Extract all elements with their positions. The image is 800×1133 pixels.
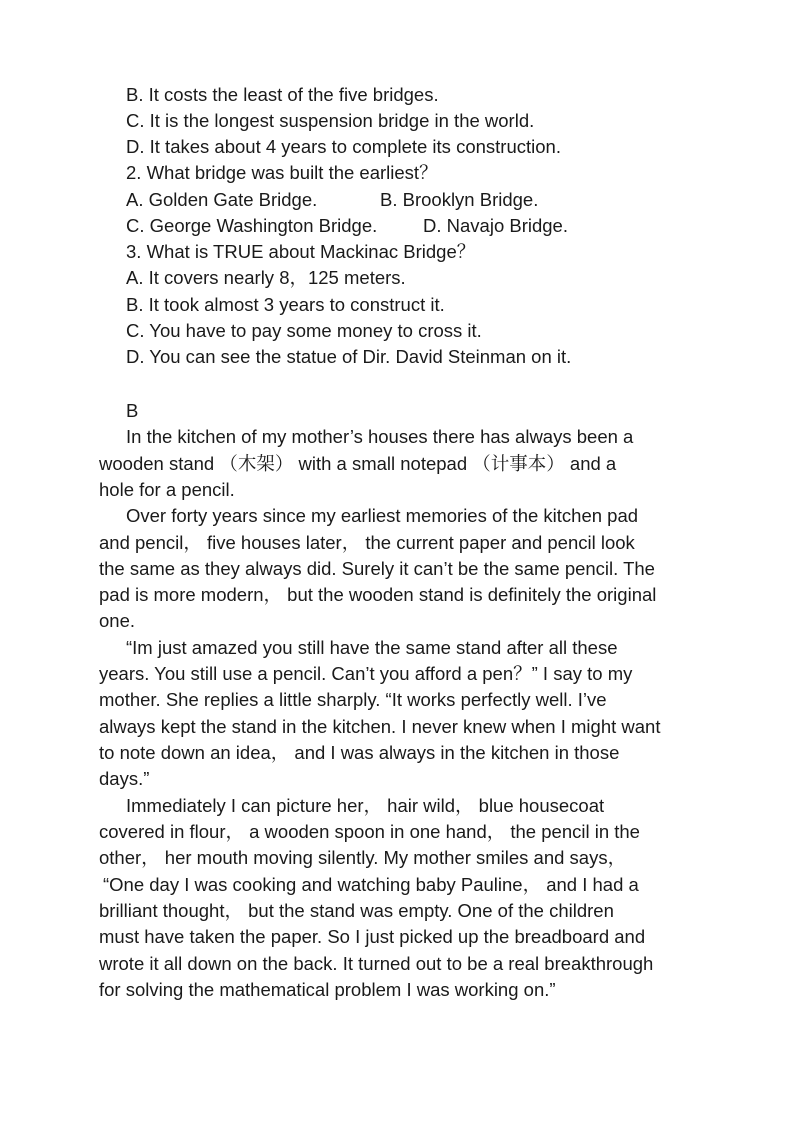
passage-line: pad is more modern， but the wooden stand is definitely the original bbox=[99, 584, 657, 605]
q1-option-b: B. It costs the least of the five bridges. bbox=[126, 84, 439, 105]
passage-line: “Im just amazed you still have the same stand after all these bbox=[126, 637, 618, 658]
passage-line: Over forty years since my earliest memories of the kitchen pad bbox=[126, 505, 639, 526]
passage-line: the same as they always did. Surely it can’t be the same pencil. The bbox=[99, 558, 655, 579]
passage-line: must have taken the paper. So I just picked up the breadboard and bbox=[99, 926, 646, 947]
passage-line: mother. She replies a little sharply. “It works perfectly well. I’ve bbox=[99, 689, 607, 710]
passage-line: for solving the mathematical problem I was working on.” bbox=[99, 979, 556, 1000]
q3-option-b: B. It took almost 3 years to construct it. bbox=[126, 294, 445, 315]
q2-stem: 2. What bridge was built the earliest？ bbox=[126, 162, 438, 183]
section-label: B bbox=[126, 400, 139, 421]
passage-line: Immediately I can picture her， hair wild， blue housecoat bbox=[126, 795, 605, 816]
passage-line: days.” bbox=[99, 768, 150, 789]
passage-line: other， her mouth moving silently. My mother smiles and says， bbox=[99, 847, 627, 868]
q2-option-d: D. Navajo Bridge. bbox=[423, 215, 568, 236]
passage-line: hole for a pencil. bbox=[99, 479, 235, 500]
passage-line: always kept the stand in the kitchen. I never knew when I might want bbox=[99, 716, 661, 737]
passage-line: “One day I was cooking and watching baby Pauline， and I had a bbox=[103, 874, 639, 895]
passage-line: one. bbox=[99, 610, 136, 631]
passage-line: wooden stand （木架） with a small notepad （计事本） and a bbox=[99, 453, 617, 474]
q2-option-a: A. Golden Gate Bridge. bbox=[126, 189, 318, 210]
q2-option-b: B. Brooklyn Bridge. bbox=[380, 189, 539, 210]
passage-line: In the kitchen of my mother’s houses there has always been a bbox=[126, 426, 634, 447]
passage-line: brilliant thought， but the stand was empty. One of the children bbox=[99, 900, 614, 921]
passage-line: years. You still use a pencil. Can’t you afford a pen？” I say to my bbox=[99, 663, 633, 684]
q2-options-row-2 bbox=[126, 213, 568, 239]
passage-line: to note down an idea， and I was always in the kitchen in those bbox=[99, 742, 620, 763]
q3-option-c: C. You have to pay some money to cross it. bbox=[126, 320, 482, 341]
q1-option-c: C. It is the longest suspension bridge in the world. bbox=[126, 110, 535, 131]
q3-option-a: A. It covers nearly 8，125 meters. bbox=[126, 267, 406, 288]
passage-line: and pencil， five houses later， the current paper and pencil look bbox=[99, 532, 635, 553]
passage-line: covered in flour， a wooden spoon in one hand， the pencil in the bbox=[99, 821, 640, 842]
q2-option-c: C. George Washington Bridge. bbox=[126, 215, 378, 236]
passage-line: wrote it all down on the back. It turned out to be a real breakthrough bbox=[99, 953, 654, 974]
q2-options-row-1 bbox=[126, 187, 539, 213]
q1-option-d: D. It takes about 4 years to complete its construction. bbox=[126, 136, 561, 157]
q3-stem: 3. What is TRUE about Mackinac Bridge？ bbox=[126, 241, 476, 262]
q3-option-d: D. You can see the statue of Dir. David Steinman on it. bbox=[126, 346, 572, 367]
